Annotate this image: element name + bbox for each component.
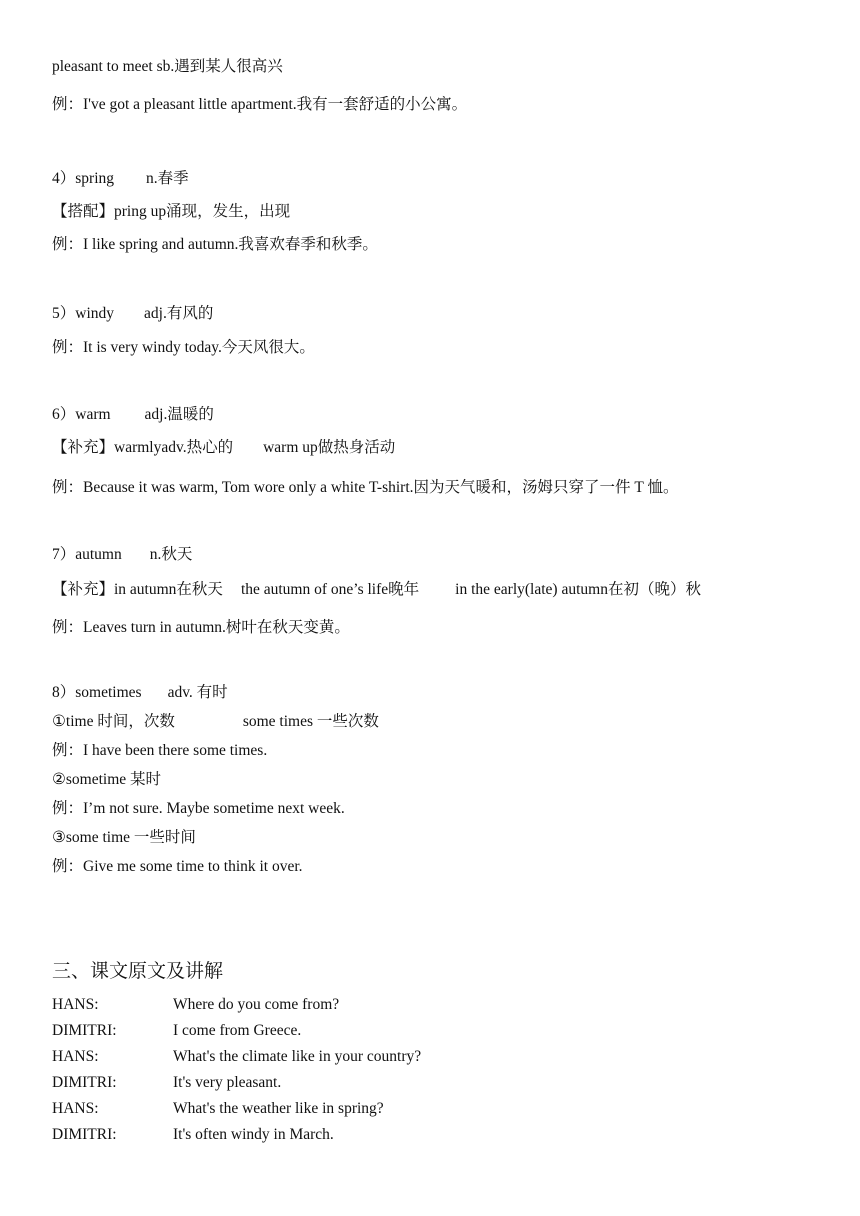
dialogue-line [52,1047,421,1067]
section-title: 三、课文原文及讲解 [52,961,224,982]
example-line: 例：It is very windy today.今天风很大。 [52,339,315,356]
example-line: 例：I like spring and autumn.我喜欢春季和秋季。 [52,236,378,253]
speaker: HANS: [52,996,99,1013]
vocab-word: 6）warm [52,406,111,423]
vocab-word: 5）windy [52,305,115,322]
utterance: I come from Greece. [173,1022,302,1039]
vocab-heading-sometimes [52,683,228,703]
example-line: 例：Give me some time to think it over. [52,858,303,875]
speaker: HANS: [52,1100,99,1117]
dialogue-line [52,1073,281,1093]
vocab-word: 8）sometimes [52,684,142,701]
supplement-part: 【补充】in autumn在秋天 [52,581,223,598]
dialogue-line [52,1125,334,1145]
supplement-part: in the early(late) autumn在初（晚）秋 [455,581,701,598]
vocab-heading-autumn [52,545,192,565]
utterance: What's the climate like in your country? [173,1048,422,1065]
speaker: DIMITRI: [52,1074,117,1091]
utterance: Where do you come from? [173,996,340,1013]
dialogue-line [52,1021,301,1041]
utterance: What's the weather like in spring? [173,1100,384,1117]
collocation-line: 【搭配】pring up涌现，发生，出现 [52,203,291,220]
utterance: It's often windy in March. [173,1126,334,1143]
vocab-heading-spring [52,169,189,189]
speaker: DIMITRI: [52,1022,117,1039]
definition-line: pleasant to meet sb.遇到某人很高兴 [52,58,283,75]
vocab-pos: n.秋天 [149,546,193,563]
example-line: 例：I’m not sure. Maybe sometime next week. [52,800,345,817]
supplement-part: warm up做热身活动 [263,439,396,456]
sub-entry-line [52,712,379,732]
vocab-word: 4）spring [52,170,115,187]
speaker: HANS: [52,1048,99,1065]
speaker: DIMITRI: [52,1126,117,1143]
vocab-heading-windy [52,304,213,324]
supplement-part: the autumn of one’s life晚年 [240,581,420,598]
vocab-heading-warm [52,405,214,425]
sub-entry-part: some times 一些次数 [242,713,379,730]
vocab-pos: adj.有风的 [144,305,214,322]
example-line: 例：I've got a pleasant little apartment.我有一套舒适的小公寓。 [52,96,468,113]
dialogue-line [52,1099,384,1119]
supplement-part: 【补充】warmlyadv.热心的 [52,439,234,456]
dialogue-line [52,995,339,1015]
example-line: 例：Because it was warm, Tom wore only a white T-shirt.因为天气暖和，汤姆只穿了一件 T 恤。 [52,479,679,496]
supplement-line [52,580,701,600]
supplement-line [52,438,395,458]
vocab-word: 7）autumn [52,546,122,563]
sub-entry-part: ①time 时间，次数 [52,713,175,730]
vocab-pos: n.春季 [146,170,189,187]
sub-entry-line: ③some time 一些时间 [52,829,196,846]
example-line: 例：Leaves turn in autumn.树叶在秋天变黄。 [52,619,350,636]
sub-entry-line: ②sometime 某时 [52,771,162,788]
vocab-pos: adv. 有时 [167,684,228,701]
utterance: It's very pleasant. [173,1074,282,1091]
example-line: 例：I have been there some times. [52,742,268,759]
vocab-pos: adj.温暖的 [144,406,214,423]
